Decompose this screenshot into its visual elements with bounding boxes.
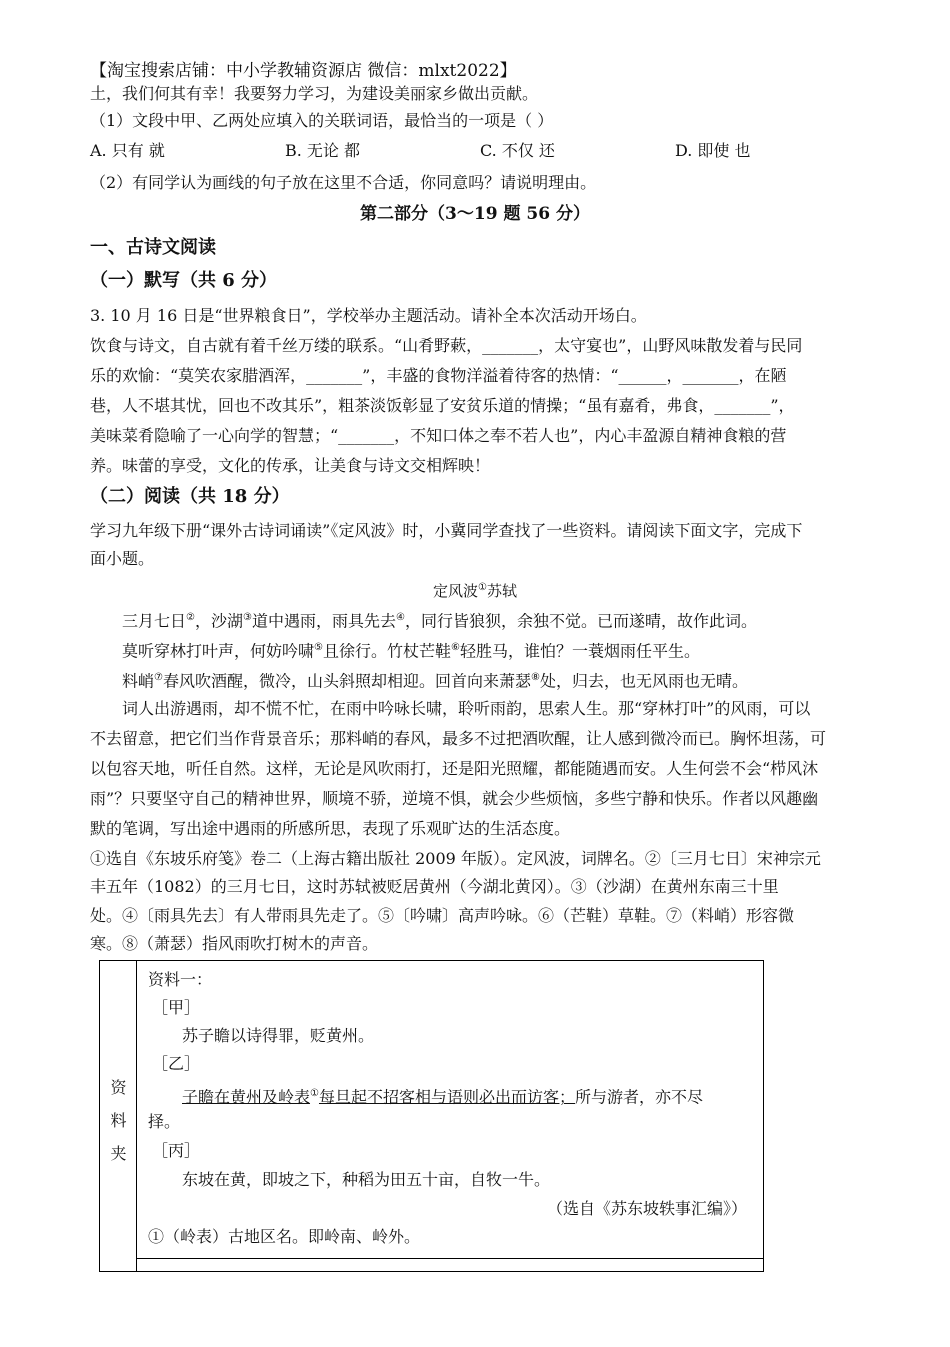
poem-preface xyxy=(122,607,757,632)
section-heading: 一、古诗文阅读 xyxy=(90,237,216,258)
subsection-reading: （二）阅读（共 18 分） xyxy=(90,486,290,507)
option-d: D. 即使 也 xyxy=(675,141,751,160)
reading-intro: 面小题。 xyxy=(90,549,155,568)
underlined-text: 每旦起不招客相与语则必出而访客； xyxy=(318,1087,575,1107)
footnote-mark: ① xyxy=(478,582,487,593)
text: 处，归去，也无风雨也无晴。 xyxy=(539,671,748,691)
box-footnote: ①（岭表）古地区名。即岭南、岭外。 xyxy=(148,1227,421,1246)
box-side-column xyxy=(100,961,137,1271)
footnote-mark: ④ xyxy=(395,612,405,623)
materials-box xyxy=(99,960,764,1272)
poem-title xyxy=(0,577,950,602)
commentary-line: 默的笔调，写出途中遇雨的所感所思，表现了乐观旷达的生活态度。 xyxy=(90,819,571,838)
option-c: C. 不仅 还 xyxy=(480,141,555,160)
bing-text: 东坡在黄，即坡之下，种稻为田五十亩，自牧一牛。 xyxy=(182,1170,551,1189)
question-3-intro: 3. 10 月 16 日是“世界粮食日”，学校举办主题活动。请补全本次活动开场白。 xyxy=(90,306,647,325)
q3-line: 巷，人不堪其忧，回也不改其乐”，粗茶淡饭彰显了安贫乐道的情操；“虽有嘉肴，弗食，_______”， xyxy=(90,396,795,415)
question-1: （1）文段中甲、乙两处应填入的关联词语，最恰当的一项是（ ） xyxy=(90,111,554,130)
text: 莫听穿林打叶声，何妨吟啸 xyxy=(122,641,315,661)
footnote-line: 丰五年（1082）的三月七日，这时苏轼被贬居黄州（今湖北黄冈）。③（沙湖）在黄州东南三十里 xyxy=(90,877,779,896)
poem-line-2 xyxy=(122,667,748,692)
text: 三月七日 xyxy=(122,611,187,631)
answer-options xyxy=(90,140,890,162)
text: 春风吹酒醒，微冷，山头斜照却相迎。回首向来萧瑟 xyxy=(162,671,531,691)
text: ，同行皆狼狈，余独不觉。已而遂晴，故作此词。 xyxy=(404,611,757,631)
commentary-line: 雨”？只要坚守自己的精神世界，顺境不骄，逆境不惧，就会少些烦恼，多些宁静和快乐。作者以风趣幽 xyxy=(90,789,819,808)
text: 且徐行。竹杖芒鞋 xyxy=(322,641,451,661)
text: 道中遇雨，雨具先去 xyxy=(251,611,396,631)
paragraph-continuation: 土，我们何其有幸！我要努力学习，为建设美丽家乡做出贡献。 xyxy=(90,84,539,103)
material-one-label: 资料一： xyxy=(148,970,213,989)
commentary-line: 不去留意，把它们当作背景音乐；那料峭的春风，最多不过把酒吹醒，让人感到微冷而已。胸怀坦荡，可 xyxy=(90,729,827,748)
commentary-line: 以包容天地，听任自然。这样，无论是风吹雨打，还是阳光照耀，都能随遇而安。人生何尝不会“栉风沐 xyxy=(90,759,819,778)
footnote-mark: ⑦ xyxy=(154,672,163,683)
q3-line: 养。味蕾的享受，文化的传承，让美食与诗文交相辉映！ xyxy=(90,456,491,475)
q3-line: 美味菜肴隐喻了一心向学的智慧；“_______，不知口体之奉不若人也”，内心丰盈源自精神食粮的营 xyxy=(90,426,787,445)
poem-name: 定风波 xyxy=(433,582,479,600)
text: ，沙湖 xyxy=(194,611,243,631)
underlined-text: 子瞻在黄州及岭表 xyxy=(182,1087,311,1107)
footnote-mark: ⑧ xyxy=(531,672,540,683)
box-divider xyxy=(137,1258,763,1259)
poem-line-1 xyxy=(122,637,700,662)
text: 所与游者，亦不尽 xyxy=(575,1087,704,1107)
subsection-dictation: （一）默写（共 6 分） xyxy=(90,270,278,291)
part-two-title: 第二部分（3～19 题 56 分） xyxy=(360,204,590,224)
label-jia: ［甲］ xyxy=(152,998,201,1017)
shop-header: 【淘宝搜索店铺：中小学教辅资源店 微信：mlxt2022】 xyxy=(90,61,517,81)
option-a: A. 只有 就 xyxy=(90,141,165,160)
footnote-line: ①选自《东坡乐府笺》卷二（上海古籍出版社 2009 年版）。定风波，词牌名。②〔三月七日〕宋神宗元 xyxy=(90,849,821,868)
footnote-mark: ③ xyxy=(243,612,252,623)
yi-continuation: 择。 xyxy=(148,1112,181,1131)
side-char: 夹 xyxy=(110,1144,127,1163)
q3-line: 乐的欢愉：“莫笑农家腊酒浑，_______”，丰盛的食物洋溢着待客的热情：“______，_______，在陋 xyxy=(90,366,787,385)
option-b: B. 无论 都 xyxy=(285,141,361,160)
poem-author: 苏轼 xyxy=(486,582,517,600)
label-bing: ［丙］ xyxy=(152,1141,201,1160)
label-yi: ［乙］ xyxy=(152,1054,201,1073)
footnote-line: 寒。⑧（萧瑟）指风雨吹打树木的声音。 xyxy=(90,934,379,953)
yi-text xyxy=(182,1083,703,1108)
text: 料峭 xyxy=(122,671,155,691)
source-citation: （选自《苏东坡轶事汇编》） xyxy=(546,1199,747,1218)
footnote-mark: ② xyxy=(186,612,195,623)
q3-line: 饮食与诗文，自古就有着千丝万缕的联系。“山肴野蔌，_______，太守宴也”，山野风味散发着与民同 xyxy=(90,336,803,355)
side-char: 资 xyxy=(110,1078,127,1097)
footnote-mark: ① xyxy=(310,1088,319,1099)
footnote-mark: ⑥ xyxy=(451,642,460,653)
box-side-label xyxy=(100,1071,137,1170)
commentary-line: 词人出游遇雨，却不慌不忙，在雨中吟咏长啸，聆听雨韵，思索人生。那“穿林打叶”的风雨，可以 xyxy=(122,699,811,718)
reading-intro: 学习九年级下册“课外古诗词诵读”《定风波》时，小冀同学查找了一些资料。请阅读下面文字，完成下 xyxy=(90,521,803,540)
text: 轻胜马，谁怕？一蓑烟雨任平生。 xyxy=(459,641,700,661)
footnote-mark: ⑤ xyxy=(314,642,323,653)
jia-text: 苏子瞻以诗得罪，贬黄州。 xyxy=(182,1026,375,1045)
question-2: （2）有同学认为画线的句子放在这里不合适，你同意吗？请说明理由。 xyxy=(90,173,597,192)
side-char: 料 xyxy=(110,1111,127,1130)
footnote-line: 处。④〔雨具先去〕有人带雨具先走了。⑤〔吟啸〕高声吟咏。⑥（芒鞋）草鞋。⑦（料峭）形容微 xyxy=(90,906,795,925)
